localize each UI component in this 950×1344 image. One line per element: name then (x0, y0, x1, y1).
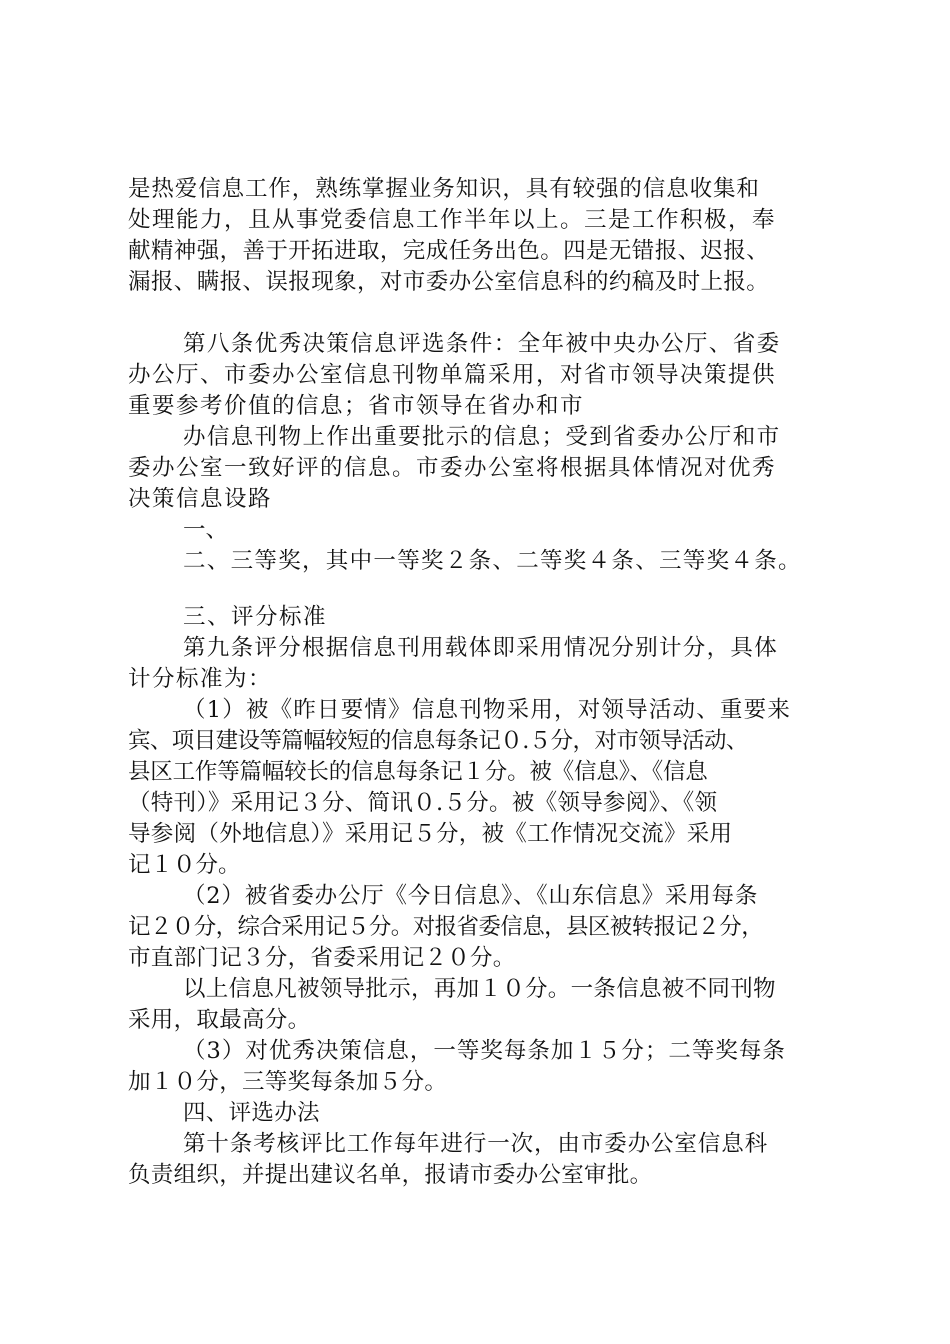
body-line-26: 采用，取最高分。 (128, 1007, 311, 1033)
body-line-9: 委办公室一致好评的信息。市委办公室将根据具体情况对优秀 (128, 455, 777, 481)
body-line-22: （2）被省委办公厅《今日信息》、《山东信息》采用每条 (183, 883, 759, 909)
body-line-10: 决策信息设路 (128, 486, 273, 512)
body-line-4: 漏报、瞒报、误报现象，对市委办公室信息科的约稿及时上报。 (128, 269, 770, 295)
body-line-18: 县区工作等篇幅较长的信息每条记１分。被《信息》、《信息 (128, 759, 708, 785)
body-line-21: 记１０分。 (128, 852, 241, 878)
body-line-27: （3）对优秀决策信息，一等奖每条加１５分；二等奖每条 (183, 1038, 786, 1064)
body-line-19: （特刊）》采用记３分、简讯０.５分。被《领导参阅》、《领 (128, 790, 718, 816)
body-line-25: 以上信息凡被领导批示，再加１０分。一条信息被不同刊物 (183, 976, 776, 1002)
section-heading-selection: 四、评选办法 (183, 1100, 320, 1126)
body-line-17: 宾、项目建设等篇幅较短的信息每条记０.５分，对市领导活动、 (128, 728, 748, 754)
body-line-8: 办信息刊物上作出重要批示的信息；受到省委办公厅和市 (183, 424, 781, 450)
section-heading-scoring: 三、评分标准 (183, 604, 328, 630)
body-line-14: 第九条评分根据信息刊用载体即采用情况分别计分，具体 (183, 635, 779, 661)
body-line-1: 是热爱信息工作，熟练掌握业务知识，具有较强的信息收集和 (128, 176, 760, 202)
body-line-2: 处理能力，且从事党委信息工作半年以上。三是工作积极，奉 (128, 207, 777, 233)
body-line-30: 第十条考核评比工作每年进行一次，由市委办公室信息科 (183, 1131, 769, 1157)
body-line-12: 二、三等奖，其中一等奖２条、二等奖４条、三等奖４条。 (183, 548, 802, 574)
body-line-28: 加１０分，三等奖每条加５分。 (128, 1069, 448, 1095)
body-line-31: 负责组织，并提出建议名单，报请市委办公室审批。 (128, 1162, 653, 1188)
body-line-5: 第八条优秀决策信息评选条件：全年被中央办公厅、省委 (183, 331, 781, 357)
body-line-15: 计分标准为： (128, 666, 273, 692)
body-line-6: 办公厅、市委办公室信息刊物单篇采用，对省市领导决策提供 (128, 362, 777, 388)
body-line-11: 一、 (183, 517, 229, 543)
body-line-16: （1）被《昨日要情》信息刊物采用，对领导活动、重要来 (183, 697, 792, 723)
body-line-3: 献精神强，善于开拓进取，完成任务出色。四是无错报、迟报、 (128, 238, 770, 264)
body-line-24: 市直部门记３分，省委采用记２０分。 (128, 945, 516, 971)
body-line-20: 导参阅（外地信息）》采用记５分，被《工作情况交流》采用 (128, 821, 733, 847)
body-line-7: 重要参考价值的信息；省市领导在省办和市 (128, 393, 585, 419)
body-line-23: 记２０分，综合采用记５分。对报省委信息，县区被转报记２分， (128, 914, 764, 940)
